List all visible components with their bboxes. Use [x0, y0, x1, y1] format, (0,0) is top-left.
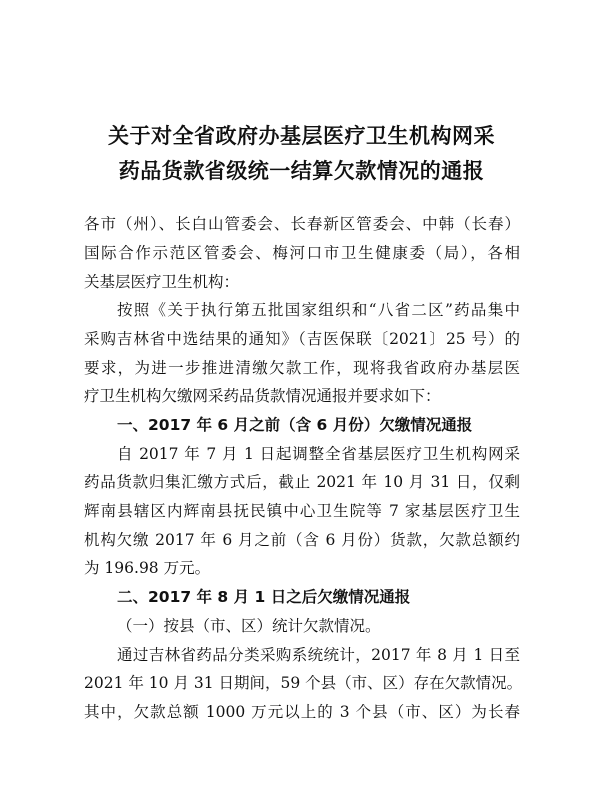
section-1-line-2: 药品货款归集汇缴方式后，截止 2021 年 10 月 31 日，仅剩	[84, 473, 520, 491]
section-2-line-3: 其中，欠款总额 1000 万元以上的 3 个县（市、区）为长春	[84, 703, 520, 721]
intro-line-1: 按照《关于执行第五批国家组织和“八省二区”药品集中	[117, 301, 520, 319]
document-title-line-1: 关于对全省政府办基层医疗卫生机构网采	[108, 124, 495, 148]
intro-line-4: 疗卫生机构欠缴网采药品货款情况通报并要求如下：	[84, 387, 441, 405]
section-2-line-1: 通过吉林省药品分类采购系统统计，2017 年 8 月 1 日至	[117, 646, 520, 664]
section-1-line-3: 辉南县辖区内辉南县抚民镇中心卫生院等 7 家基层医疗卫生	[84, 502, 520, 520]
addressee-line-1: 各市（州）、长白山管委会、长春新区管委会、中韩（长春）	[84, 215, 520, 233]
section-2-line-2: 2021 年 10 月 31 日期间，59 个县（市、区）存在欠款情况。	[84, 674, 523, 692]
section-1-heading: 一、2017 年 6 月之前（含 6 月份）欠缴情况通报	[117, 416, 473, 434]
section-2-heading: 二、2017 年 8 月 1 日之后欠缴情况通报	[117, 588, 411, 606]
intro-line-3: 要求，为进一步推进清缴欠款工作，现将我省政府办基层医	[84, 359, 520, 377]
section-1-line-5: 为 196.98 万元。	[84, 559, 211, 577]
section-1-line-1: 自 2017 年 7 月 1 日起调整全省基层医疗卫生机构网采	[117, 445, 520, 463]
addressee-line-2: 国际合作示范区管委会、梅河口市卫生健康委（局），各相	[84, 244, 520, 262]
section-2-sub-heading: （一）按县（市、区）统计欠款情况。	[117, 617, 381, 635]
section-1-line-4: 机构欠缴 2017 年 6 月之前（含 6 月份）货款，欠款总额约	[84, 531, 520, 549]
document-title-line-2: 药品货款省级统一结算欠款情况的通报	[118, 159, 485, 183]
addressee-line-3: 关基层医疗卫生机构：	[84, 273, 240, 291]
intro-line-2: 采购吉林省中选结果的通知》（吉医保联〔2021〕25 号）的	[84, 330, 520, 348]
